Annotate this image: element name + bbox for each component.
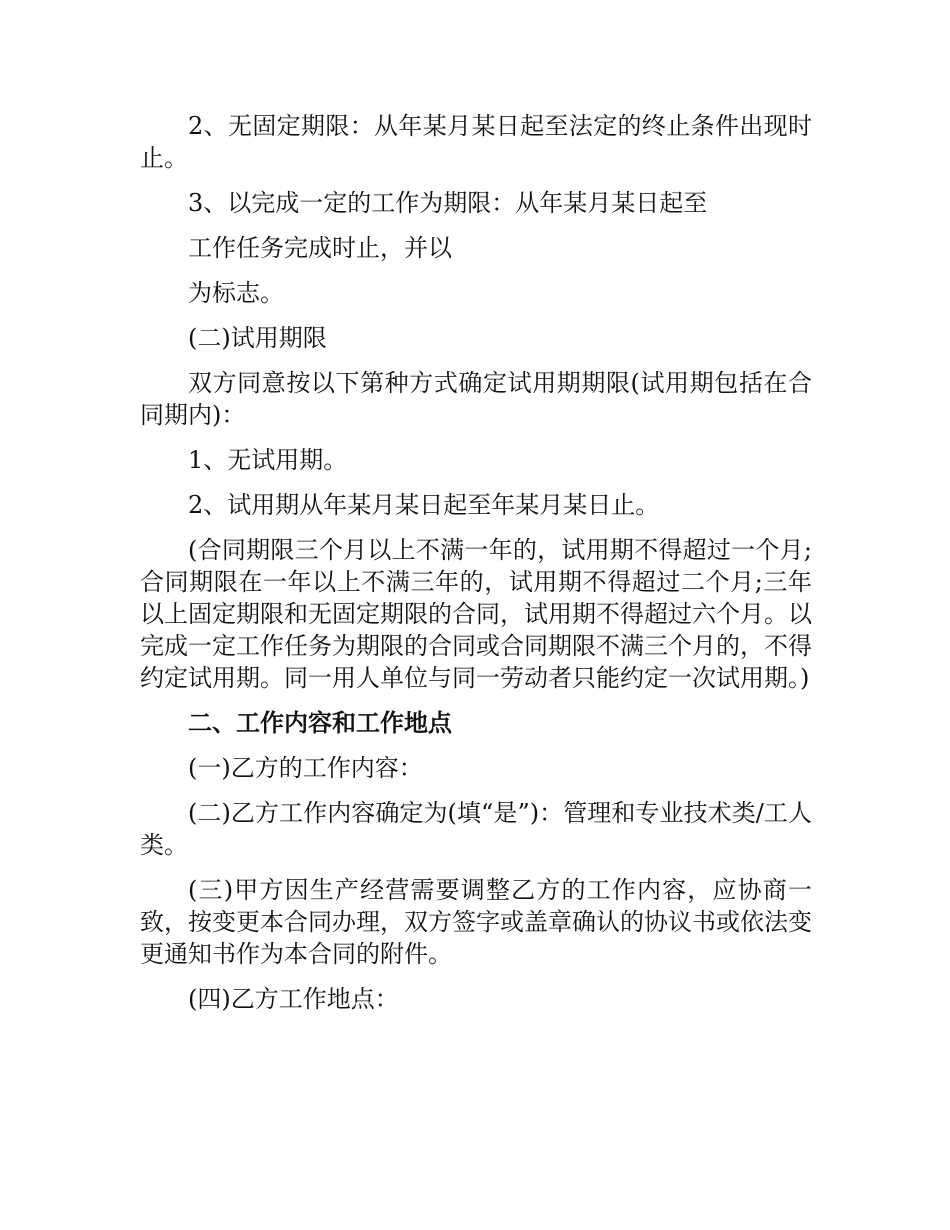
paragraph-probation-dates: 2、试用期从年某月某日起至年某月某日止。	[188, 491, 660, 519]
paragraph-probation-agreement: 双方同意按以下第种方式确定试用期期限(试用期包括在合同期内)：	[140, 369, 812, 429]
paragraph-term-task-based: 3、以完成一定的工作为期限：从年某月某日起至	[188, 189, 708, 217]
paragraph-term-indefinite: 2、无固定期限：从年某月某日起至法定的终止条件出现时止。	[140, 112, 812, 172]
paragraph-no-probation: 1、无试用期。	[188, 446, 348, 474]
section-heading-work-content-location: 二、工作内容和工作地点	[188, 708, 452, 737]
paragraph-work-content: (一)乙方的工作内容：	[188, 754, 423, 782]
document-body	[140, 110, 812, 1028]
paragraph-work-category: (二)乙方工作内容确定为(填“是”)：管理和专业技术类/工人类。	[140, 799, 812, 859]
paragraph-work-adjustment: (三)甲方因生产经营需要调整乙方的工作内容，应协商一致，按变更本合同办理，双方签字或盖章确认的协议书或依法变更通知书作为本合同的附件。	[140, 876, 812, 968]
paragraph-as-marker: 为标志。	[188, 279, 284, 307]
paragraph-work-location: (四)乙方工作地点：	[188, 985, 399, 1013]
paragraph-probation-rules: (合同期限三个月以上不满一年的，试用期不得超过一个月;合同期限在一年以上不满三年的，试用期不得超过二个月;三年以上固定期限和无固定期限的合同，试用期不得超过六个月。以完成一定工作任务为期限的合同或合同期限不满三个月的，不得约定试用期。同一用人单位与同一劳动者只能约定一次试用期。)	[140, 536, 812, 692]
subheading-probation-period: (二)试用期限	[188, 324, 327, 352]
paragraph-task-completion: 工作任务完成时止，并以	[188, 234, 452, 262]
